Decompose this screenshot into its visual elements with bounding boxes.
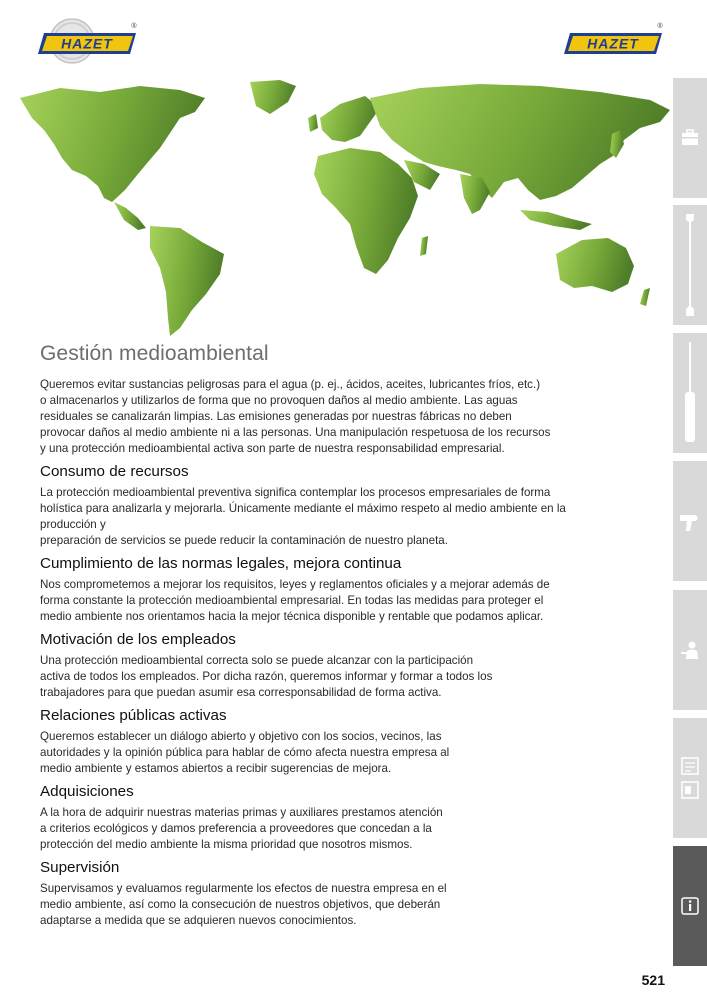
section-body: Una protección medioambiental correcta solo se puede alcanzar con la participación activa de todos los empleados. Por dicha razón, queremos informar y formar a todos los trabajadores para que puedan asumir esa corresponsabilidad de forma activa. (40, 654, 493, 699)
side-tab-screwdriver[interactable] (673, 333, 707, 453)
side-tab-wrench[interactable] (673, 205, 707, 325)
section-heading: Motivación de los empleados (40, 631, 236, 648)
central-america-shape (114, 202, 146, 230)
screwdriver-icon (680, 338, 700, 448)
intro-paragraph: Queremos evitar sustancias peligrosas para el agua (p. ej., ácidos, aceites, lubricantes fríos, etc.) o almacenarlos y utilizarlos de forma que no provoquen daños al medio ambiente. Las aguas residuales se canalizarán limpias. Las emisiones generadas por nuestras fábricas no deben provocar daños al medio ambiente ni a las personas. Una manipulación respetuosa de los recursos y una protección medioambiental activa son parte de nuestra responsabilidad empresarial. (40, 378, 551, 455)
madagascar-shape (420, 236, 428, 256)
australia-shape (556, 238, 634, 292)
content-body (40, 377, 665, 934)
side-tab-info[interactable] (673, 846, 707, 966)
info-book-icon (679, 895, 701, 917)
section-heading: Cumplimiento de las normas legales, mejora continua (40, 555, 402, 572)
toolbox-icon (680, 128, 700, 148)
air-tool-icon (678, 509, 702, 533)
asia-shape (370, 84, 670, 200)
greenland-shape (250, 80, 296, 114)
side-tab-toolbox[interactable] (673, 78, 707, 198)
logo-text: HAZET (61, 35, 113, 52)
indonesia-shape (520, 210, 592, 230)
logo-text: HAZET (587, 35, 639, 52)
section-body: Supervisamos y evaluamos regularmente los efectos de nuestra empresa en el medio ambiente, así como la consecución de nuestros objetivos, que deberán adaptarse a medida que se adquieren nuevos conocimientos. (40, 882, 447, 927)
catalog-pages-icon (679, 748, 701, 808)
britain-shape (308, 114, 318, 132)
section-body: La protección medioambiental preventiva significa contemplar los procesos empresariales de forma holística para analizarla y mejorarla. Únicamente mediante el máximo respeto al medio ambiente en la producción y preparación de servicios se puede reducir la contaminación de nuestro planeta. (40, 486, 566, 547)
section-heading: Relaciones públicas activas (40, 707, 227, 724)
side-tab-catalog[interactable] (673, 718, 707, 838)
registered-mark: ® (131, 23, 137, 30)
new-zealand-shape (640, 288, 650, 306)
wrench-icon (680, 210, 700, 320)
section-body: Nos comprometemos a mejorar los requisitos, leyes y reglamentos oficiales y a mejorar además de forma constante la protección medioambiental empresarial. En todas las medidas para proteger el medio ambiente nos orientamos hacia la mejor técnica disponible y rentable que podamos aplicar. (40, 578, 550, 623)
page-number: 521 (641, 972, 665, 988)
page-title: Gestión medioambiental (40, 342, 269, 365)
workshop-worker-icon (679, 639, 701, 661)
section-body: Queremos establecer un diálogo abierto y objetivo con los socios, vecinos, las autoridades y la opinión pública para hablar de cómo afecta nuestra empresa al medio ambiente y estamos abiertos a recibir sugerencias de mejora. (40, 730, 450, 775)
side-tab-workshop[interactable] (673, 590, 707, 710)
section-heading: Supervisión (40, 859, 120, 876)
side-tab-air-tool[interactable] (673, 461, 707, 581)
world-map-image (20, 78, 675, 340)
europe-shape (320, 96, 380, 142)
section-heading: Adquisiciones (40, 783, 134, 800)
hazet-logo-right (564, 18, 664, 64)
north-america-shape (20, 86, 205, 202)
south-america-shape (150, 226, 224, 336)
section-heading: Consumo de recursos (40, 463, 189, 480)
registered-mark: ® (657, 23, 663, 30)
section-body: A la hora de adquirir nuestras materias primas y auxiliares prestamos atención a criterios ecológicos y damos preferencia a proveedores que concedan a la protección del medio ambiente la misma prioridad que nosotros mismos. (40, 806, 443, 851)
africa-shape (314, 148, 418, 274)
hazet-logo-left (38, 18, 138, 64)
